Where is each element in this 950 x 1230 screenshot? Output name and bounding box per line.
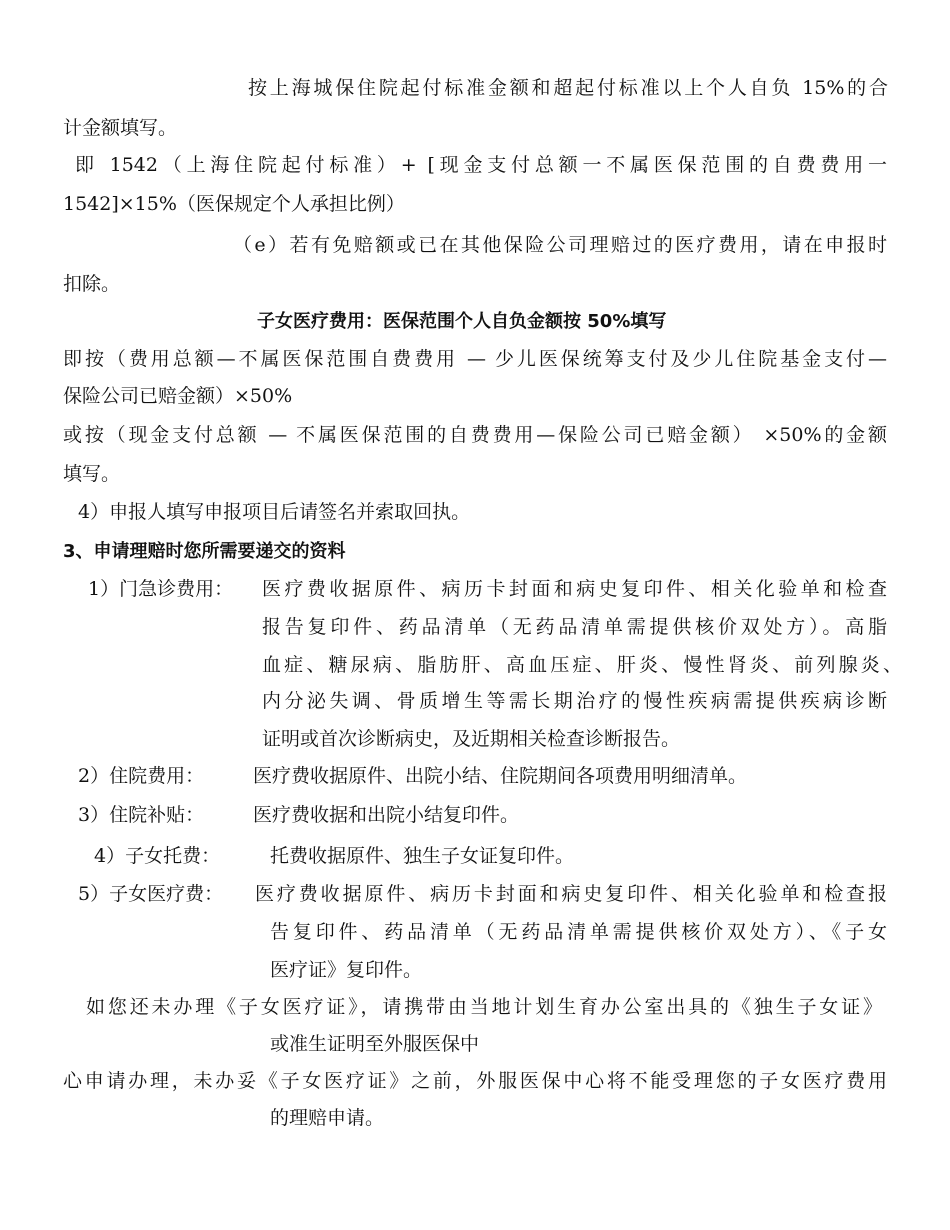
- item-text: 医疗证》复印件。: [270, 959, 423, 981]
- item-label: 4）子女托费：: [94, 845, 221, 867]
- paragraph-line: （e）若有免赔额或已在其他保险公司理赔过的医疗费用，请在申报时: [233, 234, 887, 256]
- paragraph-line: 4）申报人填写申报项目后请签名并索取回执。: [78, 501, 471, 523]
- section-heading-3: 3、申请理赔时您所需要递交的资料: [63, 541, 346, 562]
- item-text: 告复印件、药品清单（无药品清单需提供核价双处方）、《子女: [270, 921, 887, 943]
- item-text: 证明或首次诊断病史，及近期相关检查诊断报告。: [262, 728, 681, 750]
- item-text: 血症、糖尿病、脂肪肝、高血压症、肝炎、慢性肾炎、前列腺炎、: [262, 654, 902, 676]
- note-line: 如您还未办理《子女医疗证》，请携带由当地计划生育办公室出具的《独生子女证》: [86, 996, 882, 1018]
- item-text: 医疗费收据和出院小结复印件。: [253, 804, 520, 826]
- formula-line: 即按（费用总额—不属医保范围自费费用 — 少儿医保统筹支付及少儿住院基金支付—: [63, 348, 887, 370]
- subheading-child-medical: 子女医疗费用：医保范围个人自负金额按 50%填写: [257, 311, 667, 332]
- formula-line: 即 1542（上海住院起付标准）+ [现金支付总额一不属医保范围的自费费用一: [75, 154, 887, 176]
- item-label: 3）住院补贴：: [78, 804, 205, 826]
- item-text: 报告复印件、药品清单（无药品清单需提供核价双处方）。高脂: [262, 616, 887, 638]
- item-label: 2）住院费用：: [78, 765, 205, 787]
- paragraph-line: 按上海城保住院起付标准金额和超起付标准以上个人自负 15%的合: [248, 77, 888, 99]
- formula-line: 1542]×15%（医保规定个人承担比例）: [63, 193, 405, 215]
- note-line: 心申请办理，未办妥《子女医疗证》之前，外服医保中心将不能受理您的子女医疗费用: [63, 1070, 887, 1092]
- item-label: 5）子女医疗费：: [78, 883, 224, 905]
- item-text: 医疗费收据原件、出院小结、住院期间各项费用明细清单。: [253, 765, 748, 787]
- item-text: 内分泌失调、骨质增生等需长期治疗的慢性疾病需提供疾病诊断: [262, 690, 887, 712]
- item-text: 医疗费收据原件、病历卡封面和病史复印件、相关化验单和检查: [262, 578, 887, 600]
- item-text: 医疗费收据原件、病历卡封面和病史复印件、相关化验单和检查报: [255, 883, 887, 905]
- note-line: 的理赔申请。: [270, 1107, 385, 1129]
- formula-line: 保险公司已赔金额）×50%: [63, 385, 293, 407]
- item-label: 1）门急诊费用：: [88, 578, 234, 600]
- item-text: 托费收据原件、独生子女证复印件。: [270, 845, 575, 867]
- paragraph-line: 扣除。: [63, 273, 121, 295]
- paragraph-line: 计金额填写。: [63, 117, 178, 139]
- note-line: 或准生证明至外服医保中: [270, 1033, 480, 1055]
- formula-line: 或按（现金支付总额 — 不属医保范围的自费费用—保险公司已赔金额） ×50%的金额: [63, 424, 887, 446]
- paragraph-line: 填写。: [63, 463, 121, 485]
